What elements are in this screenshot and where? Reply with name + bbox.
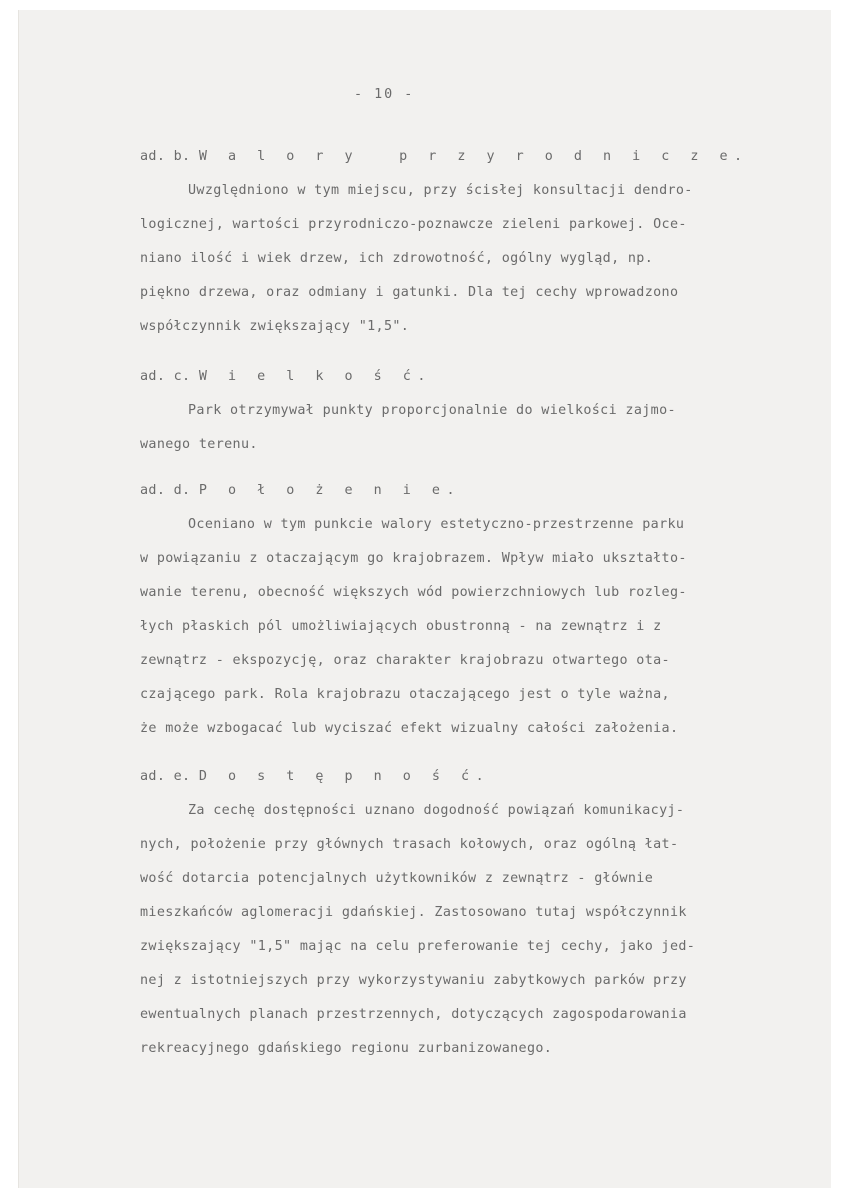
section-d-heading: [140, 482, 461, 500]
section-c-prefix: ad. c.: [140, 369, 191, 384]
section-e-line-1: Za cechę dostępności uznano dogodność powiązań komunikacyj-: [188, 803, 685, 818]
section-e-line-5: zwiększający "1,5" mając na celu preferowanie tej cechy, jako jed-: [140, 939, 696, 954]
section-b-prefix: ad. b.: [140, 149, 191, 164]
page-number: - 10 -: [354, 87, 415, 102]
section-b-line-1: Uwzględniono w tym miejscu, przy ścisłej konsultacji dendro-: [188, 183, 693, 198]
section-b-line-2: logicznej, wartości przyrodniczo-poznawcze zieleni parkowej. Oce-: [140, 217, 687, 232]
section-e-line-7: ewentualnych planach przestrzennych, dotyczących zagospodarowania: [140, 1007, 687, 1022]
section-b-line-4: piękno drzewa, oraz odmiany i gatunki. Dla tej cechy wprowadzono: [140, 285, 679, 300]
section-e-line-2: nych, położenie przy głównych trasach kołowych, oraz ogólną łat-: [140, 837, 679, 852]
section-c-title: W i e l k o ś ć.: [198, 369, 432, 384]
section-c-heading: [140, 368, 432, 386]
section-e-line-4: mieszkańców aglomeracji gdańskiej. Zastosowano tutaj współczynnik: [140, 905, 687, 920]
section-d-line-1: Oceniano w tym punkcie walory estetyczno-przestrzenne parku: [188, 517, 685, 532]
section-c-line-1: Park otrzymywał punkty proporcjonalnie do wielkości zajmo-: [188, 403, 676, 418]
section-d-line-4: łych płaskich pól umożliwiających obustronną - na zewnątrz i z: [140, 619, 662, 634]
section-b-title-part1: W a l o r y: [198, 149, 360, 164]
section-d-line-6: czającego park. Rola krajobrazu otaczającego jest o tyle ważna,: [140, 687, 670, 702]
section-e-line-6: nej z istotniejszych przy wykorzystywaniu zabytkowych parków przy: [140, 973, 687, 988]
section-e-heading: [140, 768, 490, 786]
section-d-title: P o ł o ż e n i e.: [198, 483, 462, 498]
section-d-line-5: zewnątrz - ekspozycję, oraz charakter krajobrazu otwartego ota-: [140, 653, 670, 668]
section-b-line-5: współczynnik zwiększający "1,5".: [140, 319, 410, 334]
section-e-line-8: rekreacyjnego gdańskiego regionu zurbanizowanego.: [140, 1041, 553, 1056]
section-e-title: D o s t ę p n o ś ć.: [198, 769, 491, 784]
section-c-line-2: wanego terenu.: [140, 437, 258, 452]
section-b-heading: [140, 148, 749, 166]
section-b-line-3: niano ilość i wiek drzew, ich zdrowotność, ogólny wygląd, np.: [140, 251, 654, 266]
section-d-line-7: że może wzbogacać lub wyciszać efekt wizualny całości założenia.: [140, 721, 679, 736]
section-b-title-part2: p r z y r o d n i c z e.: [399, 149, 749, 164]
section-d-prefix: ad. d.: [140, 483, 191, 498]
section-e-line-3: wość dotarcia potencjalnych użytkowników z zewnątrz - głównie: [140, 871, 654, 886]
section-d-line-3: wanie terenu, obecność większych wód powierzchniowych lub rozleg-: [140, 585, 687, 600]
section-e-prefix: ad. e.: [140, 769, 191, 784]
section-d-line-2: w powiązaniu z otaczającym go krajobrazem. Wpływ miało ukształto-: [140, 551, 687, 566]
